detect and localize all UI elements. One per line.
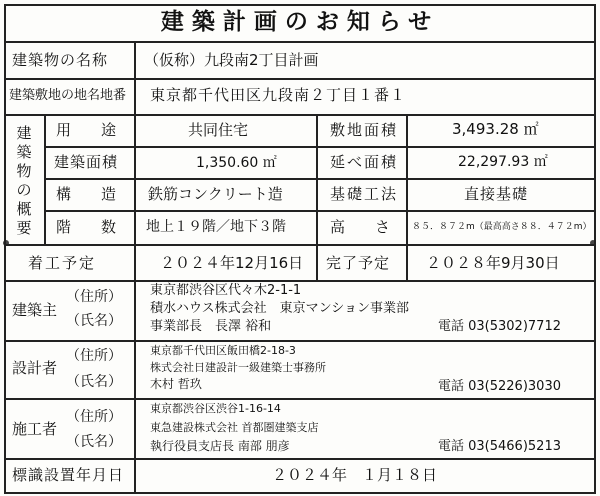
site-location-value: 東京都千代田区九段南２丁目１番１ — [150, 86, 407, 104]
overview-label-char: 概 — [16, 200, 32, 218]
completion-label: 完了予定 — [326, 254, 391, 272]
contractor-address-label: （住所） — [66, 409, 122, 425]
height-label: 高 さ — [330, 218, 391, 236]
building-name-value: （仮称）九段南2丁目計画 — [144, 51, 319, 69]
foundation-value: 直接基礎 — [464, 185, 529, 203]
owner-address-label: （住所） — [66, 289, 122, 305]
contractor-address: 東京都渋谷区渋谷1-16-14 — [150, 402, 281, 415]
designer-person: 木村 哲玖 — [150, 377, 202, 391]
building-area-value: 1,350.60 ㎡ — [196, 155, 277, 171]
use-value: 共同住宅 — [188, 121, 249, 139]
designer-name-label: （氏名） — [66, 374, 122, 390]
contractor-label: 施工者 — [12, 420, 58, 438]
completion-value: ２０２８年9月30日 — [426, 254, 560, 272]
overview-label-char: 物 — [16, 162, 32, 180]
overview-label-char: の — [16, 181, 32, 199]
total-floor-area-value: 22,297.93 ㎡ — [458, 154, 548, 170]
designer-company: 株式会社日建設計一級建築士事務所 — [150, 361, 326, 374]
structure-value: 鉄筋コンクリート造 — [148, 185, 283, 203]
contractor-phone: 電話 03(5466)5213 — [438, 439, 561, 454]
height-value: ８５．８７２m（最高高さ８８．４７２m） — [412, 222, 592, 232]
posting-date-value: ２０２４年 １月１８日 — [272, 466, 438, 484]
posting-date-label: 標識設置年月日 — [12, 466, 125, 484]
building-name-label: 建築物の名称 — [12, 51, 109, 69]
overview-label-char: 築 — [16, 143, 32, 161]
owner-name-label: （氏名） — [66, 313, 122, 329]
total-floor-area-label: 延べ面積 — [330, 153, 399, 171]
floors-value: 地上１９階／地下３階 — [146, 219, 286, 235]
owner-phone: 電話 03(5302)7712 — [438, 319, 561, 334]
designer-phone: 電話 03(5226)3030 — [438, 379, 561, 394]
designer-label: 設計者 — [12, 359, 58, 377]
owner-label: 建築主 — [12, 301, 58, 319]
overview-label-char: 建 — [16, 124, 32, 142]
use-label: 用 途 — [56, 121, 117, 139]
building-overview-group-label — [12, 124, 36, 238]
site-area-value: 3,493.28 ㎡ — [452, 120, 539, 138]
floors-label: 階 数 — [56, 218, 117, 236]
start-label: 着工予定 — [28, 254, 97, 272]
contractor-person: 執行役員支店長 南部 朋彦 — [150, 439, 290, 453]
notice-title: 建築計画のお知らせ — [160, 9, 440, 35]
contractor-company: 東急建設株式会社 首都圏建築支店 — [150, 421, 319, 434]
owner-company: 積水ハウス株式会社 東京マンション事業部 — [150, 301, 410, 316]
designer-address: 東京都千代田区飯田橋2-18-3 — [150, 344, 296, 357]
designer-address-label: （住所） — [66, 348, 122, 364]
site-location-label: 建築敷地の地名地番 — [9, 88, 127, 103]
foundation-label: 基礎工法 — [330, 185, 399, 203]
site-area-label: 敷地面積 — [330, 121, 399, 139]
start-value: ２０２４年12月16日 — [160, 254, 304, 272]
contractor-name-label: （氏名） — [66, 434, 122, 450]
owner-person: 事業部長 長澤 裕和 — [150, 319, 272, 334]
structure-label: 構 造 — [56, 185, 117, 203]
overview-label-char: 要 — [16, 219, 32, 237]
owner-address: 東京都渋谷区代々木2-1-1 — [150, 283, 302, 298]
building-area-label: 建築面積 — [54, 153, 119, 171]
